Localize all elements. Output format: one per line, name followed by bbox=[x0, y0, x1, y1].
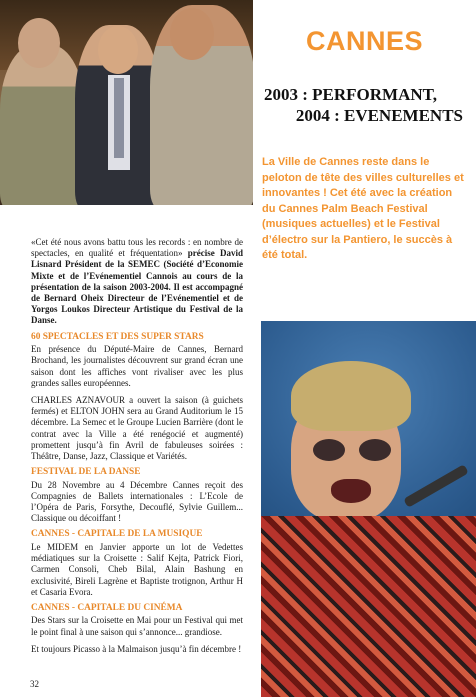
lead-paragraph bbox=[31, 237, 243, 327]
section-paragraph: En présence du Député-Maire de Cannes, Bernard Brochand, les journalistes découvrent sur grand écran une saison dont les affiches vont rivaliser avec les plus grandes salles européennes. bbox=[31, 344, 243, 388]
lead-quote: «Cet été nous avons battu tous les records : en nombre de spectacles, en qualité et fréquentation» bbox=[31, 237, 243, 259]
section-heading-musique: CANNES - CAPITALE DE LA MUSIQUE bbox=[31, 529, 203, 540]
section-heading-danse: FESTIVAL DE LA DANSE bbox=[31, 467, 141, 478]
section-heading-cinema: CANNES - CAPITALE DU CINÉMA bbox=[31, 602, 183, 613]
section-heading-stars: 60 SPECTACLES ET DES SUPER STARS bbox=[31, 331, 204, 342]
face-center bbox=[98, 26, 138, 74]
page-title: CANNES bbox=[305, 26, 423, 56]
lead-bold: précise David Lisnard Président de la SEMEC (Société d’Economie Mixte et de l’Evénementiel Cannois au cours de la présentation de la saison 2003-2004. Il est accompagné de Bernard Oheix Directeur de l’Evénementiel et de Yorgos Loukos Directeur Artistique du Festival de la Danse. bbox=[31, 248, 243, 326]
face-right bbox=[170, 8, 214, 60]
sunglasses-left-lens bbox=[313, 439, 345, 461]
tie bbox=[114, 78, 124, 158]
article-body bbox=[31, 237, 243, 655]
person-left bbox=[0, 45, 85, 205]
concert-photo bbox=[261, 321, 476, 697]
sunglasses-right-lens bbox=[359, 439, 391, 461]
section-paragraph: Le MIDEM en Janvier apporte un lot de Vedettes médiatiques sur la Croisette : Salif Kejta, Patrick Fiori, Carmen Consoli, Cheb Bilal, Alain Bashung en exclusivité, Bireli Lagrène et Baptiste trotignon, Arthur H et Casaria Evora. bbox=[31, 541, 243, 597]
page-number: 32 bbox=[30, 679, 39, 689]
subtitle-line-1: 2003 : PERFORMANT, bbox=[264, 85, 437, 104]
section-paragraph: Du 28 Novembre au 4 Décembre Cannes reçoit des Compagnies de Ballets internationales : L’Ecole de l’Opéra de Paris, Forsythe, Decouflé, Sylvie Guillem... Classique ou décoiffant ! bbox=[31, 479, 243, 524]
page-subtitle bbox=[258, 84, 463, 126]
microphone bbox=[403, 464, 469, 508]
singer-mouth bbox=[331, 479, 371, 503]
section-paragraph: CHARLES AZNAVOUR a ouvert la saison (à guichets fermés) et ELTON JOHN sera au Grand Auditorium le 15 décembre. La Semec et le Groupe Lucien Barrière (dont le contrat avec la Ville a été renégocié et augmenté) promettent jusqu’à fin Avril de fabuleuses soirées : Théâtre, Danse, Jazz, Classique et Variétés. bbox=[31, 394, 243, 461]
patterned-shirt bbox=[261, 516, 476, 697]
face-left bbox=[18, 18, 60, 68]
group-photo bbox=[0, 0, 253, 205]
section-paragraph: Des Stars sur la Croisette en Mai pour un Festival qui met le point final à une saison qui s’annonce... grandiose. bbox=[31, 615, 243, 637]
singer-hair bbox=[291, 361, 411, 431]
section-paragraph: Et toujours Picasso à la Malmaison jusqu’à fin décembre ! bbox=[31, 643, 242, 654]
intro-paragraph: La Ville de Cannes reste dans le peloton de tête des villes culturelles et innovantes ! Cet été avec la création du Cannes Palm Beach Festival (musiques actuelles) et le Festival d’électro sur la Pantiero, le succès à été total. bbox=[262, 156, 464, 261]
subtitle-line-2: 2004 : EVENEMENTS bbox=[295, 106, 463, 125]
